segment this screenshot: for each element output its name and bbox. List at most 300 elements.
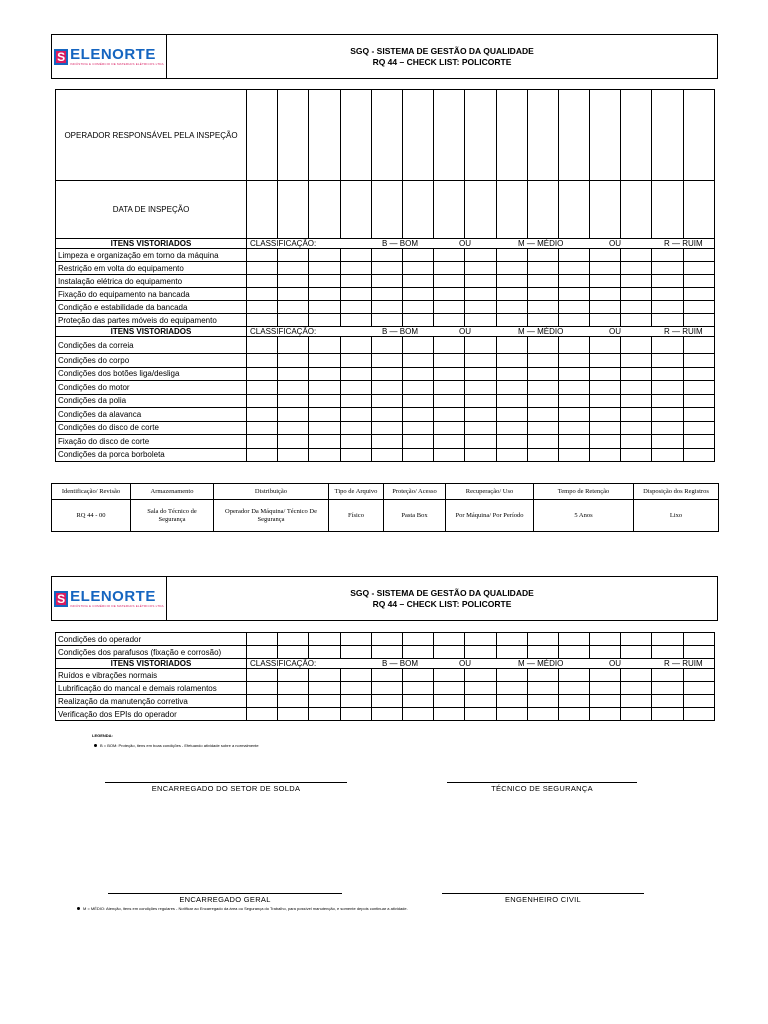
check-cell[interactable] [683,394,714,408]
check-cell[interactable] [402,275,433,288]
check-cell[interactable] [371,695,402,708]
check-cell[interactable] [558,354,589,368]
check-cell[interactable] [465,249,496,262]
check-cell[interactable] [434,708,465,721]
check-cell[interactable] [621,288,652,301]
check-cell[interactable] [590,275,621,288]
check-cell[interactable] [247,262,278,275]
check-cell[interactable] [621,181,652,239]
check-cell[interactable] [434,381,465,395]
check-cell[interactable] [309,669,340,682]
check-cell[interactable] [340,646,371,659]
check-cell[interactable] [590,249,621,262]
check-cell[interactable] [465,314,496,327]
check-cell[interactable] [590,288,621,301]
check-cell[interactable] [371,646,402,659]
check-cell[interactable] [590,262,621,275]
check-cell[interactable] [590,354,621,368]
check-cell[interactable] [496,275,527,288]
check-cell[interactable] [340,354,371,368]
check-cell[interactable] [527,695,558,708]
check-cell[interactable] [371,367,402,381]
check-cell[interactable] [621,448,652,462]
check-cell[interactable] [621,381,652,395]
check-cell[interactable] [621,249,652,262]
check-cell[interactable] [558,695,589,708]
check-cell[interactable] [402,314,433,327]
check-cell[interactable] [371,275,402,288]
check-cell[interactable] [340,682,371,695]
check-cell[interactable] [465,682,496,695]
check-cell[interactable] [621,354,652,368]
check-cell[interactable] [465,633,496,646]
check-cell[interactable] [496,421,527,435]
check-cell[interactable] [621,367,652,381]
check-cell[interactable] [340,708,371,721]
check-cell[interactable] [590,381,621,395]
check-cell[interactable] [340,90,371,181]
check-cell[interactable] [434,695,465,708]
check-cell[interactable] [340,381,371,395]
check-cell[interactable] [652,337,683,354]
check-cell[interactable] [465,275,496,288]
check-cell[interactable] [434,408,465,422]
check-cell[interactable] [496,381,527,395]
check-cell[interactable] [527,448,558,462]
check-cell[interactable] [558,421,589,435]
check-cell[interactable] [683,448,714,462]
check-cell[interactable] [652,249,683,262]
check-cell[interactable] [402,646,433,659]
check-cell[interactable] [683,337,714,354]
check-cell[interactable] [247,181,278,239]
check-cell[interactable] [340,249,371,262]
check-cell[interactable] [434,646,465,659]
check-cell[interactable] [309,301,340,314]
check-cell[interactable] [434,421,465,435]
check-cell[interactable] [683,181,714,239]
check-cell[interactable] [278,275,309,288]
check-cell[interactable] [434,435,465,449]
check-cell[interactable] [340,394,371,408]
check-cell[interactable] [465,695,496,708]
check-cell[interactable] [309,337,340,354]
check-cell[interactable] [496,435,527,449]
check-cell[interactable] [434,90,465,181]
check-cell[interactable] [278,448,309,462]
check-cell[interactable] [496,301,527,314]
check-cell[interactable] [434,275,465,288]
check-cell[interactable] [247,381,278,395]
check-cell[interactable] [496,354,527,368]
check-cell[interactable] [340,408,371,422]
check-cell[interactable] [465,288,496,301]
check-cell[interactable] [340,669,371,682]
check-cell[interactable] [590,448,621,462]
check-cell[interactable] [683,249,714,262]
check-cell[interactable] [371,708,402,721]
check-cell[interactable] [371,408,402,422]
check-cell[interactable] [247,408,278,422]
check-cell[interactable] [434,314,465,327]
check-cell[interactable] [621,262,652,275]
check-cell[interactable] [590,669,621,682]
check-cell[interactable] [278,633,309,646]
check-cell[interactable] [465,408,496,422]
check-cell[interactable] [465,435,496,449]
check-cell[interactable] [278,367,309,381]
check-cell[interactable] [247,249,278,262]
check-cell[interactable] [434,354,465,368]
check-cell[interactable] [496,262,527,275]
check-cell[interactable] [683,275,714,288]
check-cell[interactable] [247,448,278,462]
check-cell[interactable] [309,448,340,462]
check-cell[interactable] [652,181,683,239]
check-cell[interactable] [527,381,558,395]
check-cell[interactable] [590,408,621,422]
check-cell[interactable] [496,695,527,708]
check-cell[interactable] [465,262,496,275]
check-cell[interactable] [402,288,433,301]
check-cell[interactable] [527,708,558,721]
check-cell[interactable] [371,682,402,695]
check-cell[interactable] [527,367,558,381]
check-cell[interactable] [402,381,433,395]
check-cell[interactable] [496,394,527,408]
check-cell[interactable] [278,337,309,354]
check-cell[interactable] [247,708,278,721]
check-cell[interactable] [278,301,309,314]
check-cell[interactable] [278,695,309,708]
check-cell[interactable] [402,435,433,449]
check-cell[interactable] [247,394,278,408]
check-cell[interactable] [340,633,371,646]
check-cell[interactable] [527,181,558,239]
check-cell[interactable] [247,695,278,708]
check-cell[interactable] [652,90,683,181]
check-cell[interactable] [340,301,371,314]
check-cell[interactable] [247,337,278,354]
check-cell[interactable] [683,633,714,646]
check-cell[interactable] [652,367,683,381]
check-cell[interactable] [371,421,402,435]
check-cell[interactable] [434,633,465,646]
check-cell[interactable] [558,181,589,239]
check-cell[interactable] [434,337,465,354]
check-cell[interactable] [434,262,465,275]
check-cell[interactable] [496,682,527,695]
check-cell[interactable] [278,646,309,659]
check-cell[interactable] [652,394,683,408]
check-cell[interactable] [309,314,340,327]
check-cell[interactable] [652,448,683,462]
check-cell[interactable] [371,314,402,327]
check-cell[interactable] [527,90,558,181]
check-cell[interactable] [683,695,714,708]
check-cell[interactable] [402,354,433,368]
check-cell[interactable] [278,288,309,301]
check-cell[interactable] [309,682,340,695]
check-cell[interactable] [621,695,652,708]
check-cell[interactable] [371,337,402,354]
check-cell[interactable] [558,301,589,314]
check-cell[interactable] [590,435,621,449]
check-cell[interactable] [527,354,558,368]
check-cell[interactable] [278,408,309,422]
check-cell[interactable] [558,275,589,288]
check-cell[interactable] [278,708,309,721]
check-cell[interactable] [340,695,371,708]
check-cell[interactable] [402,682,433,695]
check-cell[interactable] [621,90,652,181]
check-cell[interactable] [434,288,465,301]
check-cell[interactable] [590,301,621,314]
check-cell[interactable] [247,646,278,659]
check-cell[interactable] [465,394,496,408]
check-cell[interactable] [652,435,683,449]
check-cell[interactable] [621,394,652,408]
check-cell[interactable] [340,435,371,449]
check-cell[interactable] [465,337,496,354]
check-cell[interactable] [309,408,340,422]
check-cell[interactable] [247,301,278,314]
check-cell[interactable] [309,262,340,275]
check-cell[interactable] [527,435,558,449]
check-cell[interactable] [278,381,309,395]
check-cell[interactable] [340,367,371,381]
check-cell[interactable] [683,367,714,381]
check-cell[interactable] [465,301,496,314]
check-cell[interactable] [247,669,278,682]
check-cell[interactable] [309,394,340,408]
check-cell[interactable] [621,682,652,695]
check-cell[interactable] [402,249,433,262]
check-cell[interactable] [652,288,683,301]
check-cell[interactable] [247,421,278,435]
check-cell[interactable] [527,314,558,327]
check-cell[interactable] [652,669,683,682]
check-cell[interactable] [621,708,652,721]
check-cell[interactable] [496,249,527,262]
check-cell[interactable] [683,646,714,659]
check-cell[interactable] [558,669,589,682]
check-cell[interactable] [402,695,433,708]
check-cell[interactable] [652,695,683,708]
check-cell[interactable] [558,646,589,659]
check-cell[interactable] [496,181,527,239]
check-cell[interactable] [309,435,340,449]
check-cell[interactable] [683,90,714,181]
check-cell[interactable] [402,394,433,408]
check-cell[interactable] [558,408,589,422]
check-cell[interactable] [527,682,558,695]
check-cell[interactable] [340,288,371,301]
check-cell[interactable] [527,394,558,408]
check-cell[interactable] [590,367,621,381]
check-cell[interactable] [621,337,652,354]
check-cell[interactable] [434,669,465,682]
check-cell[interactable] [558,367,589,381]
check-cell[interactable] [434,367,465,381]
check-cell[interactable] [496,90,527,181]
check-cell[interactable] [402,367,433,381]
check-cell[interactable] [247,682,278,695]
check-cell[interactable] [652,262,683,275]
check-cell[interactable] [278,682,309,695]
check-cell[interactable] [527,408,558,422]
check-cell[interactable] [652,633,683,646]
check-cell[interactable] [278,314,309,327]
check-cell[interactable] [683,682,714,695]
check-cell[interactable] [652,354,683,368]
check-cell[interactable] [247,90,278,181]
check-cell[interactable] [558,633,589,646]
check-cell[interactable] [683,314,714,327]
check-cell[interactable] [340,337,371,354]
check-cell[interactable] [527,288,558,301]
check-cell[interactable] [402,90,433,181]
check-cell[interactable] [558,262,589,275]
check-cell[interactable] [247,275,278,288]
check-cell[interactable] [621,275,652,288]
check-cell[interactable] [496,669,527,682]
check-cell[interactable] [465,646,496,659]
check-cell[interactable] [621,301,652,314]
check-cell[interactable] [340,314,371,327]
check-cell[interactable] [621,408,652,422]
check-cell[interactable] [496,337,527,354]
check-cell[interactable] [621,633,652,646]
check-cell[interactable] [278,354,309,368]
check-cell[interactable] [465,708,496,721]
check-cell[interactable] [340,448,371,462]
check-cell[interactable] [590,682,621,695]
check-cell[interactable] [434,448,465,462]
check-cell[interactable] [621,421,652,435]
check-cell[interactable] [683,421,714,435]
check-cell[interactable] [527,262,558,275]
check-cell[interactable] [309,288,340,301]
check-cell[interactable] [558,682,589,695]
check-cell[interactable] [402,408,433,422]
check-cell[interactable] [371,354,402,368]
check-cell[interactable] [590,314,621,327]
check-cell[interactable] [309,421,340,435]
check-cell[interactable] [590,90,621,181]
check-cell[interactable] [278,249,309,262]
check-cell[interactable] [309,695,340,708]
check-cell[interactable] [340,181,371,239]
check-cell[interactable] [309,381,340,395]
check-cell[interactable] [247,314,278,327]
check-cell[interactable] [434,249,465,262]
check-cell[interactable] [621,314,652,327]
check-cell[interactable] [371,288,402,301]
check-cell[interactable] [465,181,496,239]
check-cell[interactable] [402,337,433,354]
check-cell[interactable] [465,367,496,381]
check-cell[interactable] [402,181,433,239]
check-cell[interactable] [496,448,527,462]
check-cell[interactable] [590,337,621,354]
check-cell[interactable] [402,708,433,721]
check-cell[interactable] [590,708,621,721]
check-cell[interactable] [558,288,589,301]
check-cell[interactable] [309,249,340,262]
check-cell[interactable] [309,275,340,288]
check-cell[interactable] [309,181,340,239]
check-cell[interactable] [247,435,278,449]
check-cell[interactable] [434,301,465,314]
check-cell[interactable] [402,669,433,682]
check-cell[interactable] [496,367,527,381]
check-cell[interactable] [309,354,340,368]
check-cell[interactable] [558,394,589,408]
check-cell[interactable] [496,646,527,659]
check-cell[interactable] [278,435,309,449]
check-cell[interactable] [340,421,371,435]
check-cell[interactable] [340,262,371,275]
check-cell[interactable] [652,381,683,395]
check-cell[interactable] [434,394,465,408]
check-cell[interactable] [371,301,402,314]
check-cell[interactable] [247,288,278,301]
check-cell[interactable] [652,682,683,695]
check-cell[interactable] [465,381,496,395]
check-cell[interactable] [652,275,683,288]
check-cell[interactable] [402,448,433,462]
check-cell[interactable] [621,669,652,682]
check-cell[interactable] [527,301,558,314]
check-cell[interactable] [465,421,496,435]
check-cell[interactable] [527,646,558,659]
check-cell[interactable] [527,249,558,262]
check-cell[interactable] [652,314,683,327]
check-cell[interactable] [683,381,714,395]
check-cell[interactable] [527,669,558,682]
check-cell[interactable] [683,669,714,682]
check-cell[interactable] [402,262,433,275]
check-cell[interactable] [558,249,589,262]
check-cell[interactable] [683,262,714,275]
check-cell[interactable] [247,354,278,368]
check-cell[interactable] [527,275,558,288]
check-cell[interactable] [590,394,621,408]
check-cell[interactable] [371,181,402,239]
check-cell[interactable] [371,262,402,275]
check-cell[interactable] [371,633,402,646]
check-cell[interactable] [278,90,309,181]
check-cell[interactable] [371,249,402,262]
check-cell[interactable] [590,695,621,708]
check-cell[interactable] [683,435,714,449]
check-cell[interactable] [558,435,589,449]
check-cell[interactable] [465,448,496,462]
check-cell[interactable] [465,90,496,181]
check-cell[interactable] [683,708,714,721]
check-cell[interactable] [621,435,652,449]
check-cell[interactable] [621,646,652,659]
check-cell[interactable] [465,354,496,368]
check-cell[interactable] [496,314,527,327]
check-cell[interactable] [434,181,465,239]
check-cell[interactable] [402,301,433,314]
check-cell[interactable] [683,408,714,422]
check-cell[interactable] [371,448,402,462]
check-cell[interactable] [652,301,683,314]
check-cell[interactable] [652,708,683,721]
